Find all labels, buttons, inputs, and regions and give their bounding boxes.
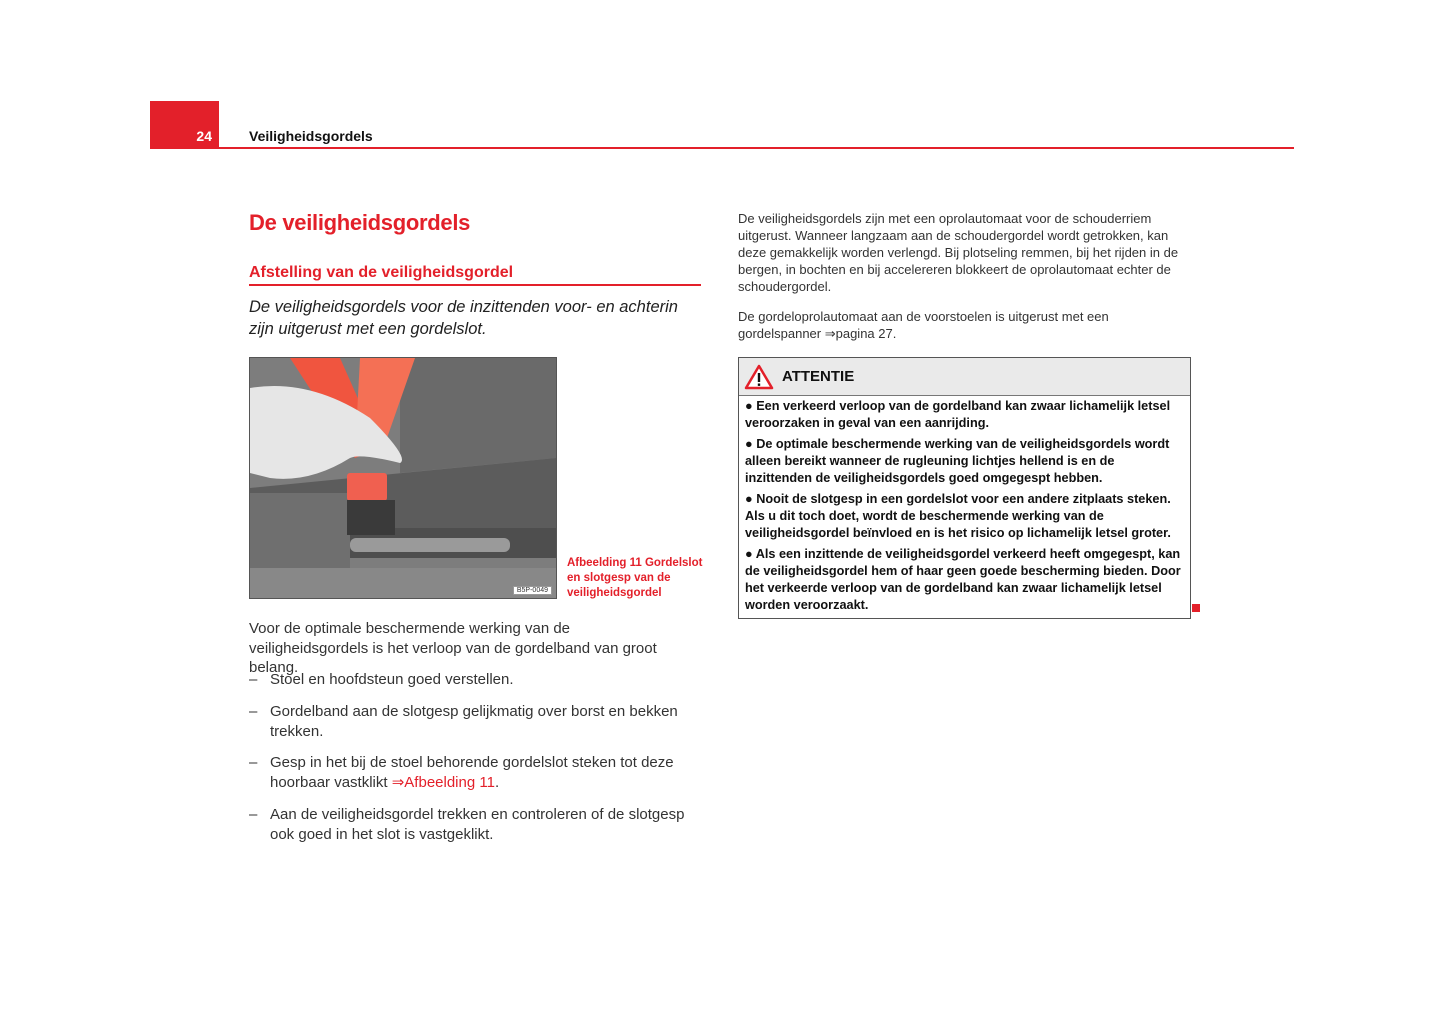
dash-bullet: –	[249, 806, 258, 823]
figure-link[interactable]: ⇒Afbeelding 11	[391, 773, 495, 791]
figure-caption: Afbeelding 11 Gordelslot en slotgesp van de veiligheidsgordel	[567, 557, 703, 599]
body-paragraph: Voor de optimale beschermende werking van de veiligheidsgordels is het verloop van de gordelband van groot belang.	[249, 620, 657, 676]
list-item	[249, 702, 701, 741]
list-item	[249, 805, 701, 844]
list-item-text-end: .	[494, 773, 500, 791]
section-intro: De veiligheidsgordels voor de inzittenden voor- en achterin zijn uitgerust met een gordelslot.	[249, 298, 678, 338]
warning-item: ● De optimale beschermende werking van de veiligheidsgordels wordt alleen bereikt wanneer de rugleuning lichtjes hellend is en de inzittenden de veiligheidsgordels goed omgegespt hebben.	[745, 437, 1170, 485]
list-item-text: Stoel en hoofdsteun goed verstellen.	[270, 671, 514, 688]
page-number: 24	[196, 128, 212, 144]
section-heading: Afstelling van de veiligheidsgordel	[249, 264, 701, 286]
right-paragraph-2: De gordeloprolautomaat aan de voorstoelen is uitgerust met een gordelspanner ⇒pagina 27.	[738, 309, 1109, 341]
list-item	[249, 670, 701, 690]
list-item	[249, 753, 701, 792]
warning-item: ● Een verkeerd verloop van de gordelband kan zwaar lichamelijk letsel veroorzaken in geval van een aanrijding.	[745, 399, 1171, 430]
section-end-marker	[1192, 604, 1200, 612]
figure-code: B5P-0049	[513, 586, 552, 595]
warning-box	[738, 357, 1191, 619]
dash-bullet: –	[249, 754, 258, 771]
header-rule	[150, 147, 1294, 149]
warning-triangle-icon	[744, 364, 774, 390]
dash-bullet: –	[249, 671, 258, 688]
running-title: Veiligheidsgordels	[249, 128, 373, 144]
page-title: De veiligheidsgordels	[249, 210, 471, 235]
list-item-text: Aan de veiligheidsgordel trekken en controleren of de slotgesp ook goed in het slot is vastgeklikt.	[270, 806, 685, 843]
warning-item: ● Nooit de slotgesp in een gordelslot voor een andere zitplaats steken. Als u dit toch doet, wordt de beschermende werking van de veiligheidsgordel beïnvloed en is het risico op lichamelijk letsel groter.	[745, 492, 1171, 540]
right-paragraph-1: De veiligheidsgordels zijn met een oprolautomaat voor de schouderriem uitgerust. Wanneer langzaam aan de schoudergordel wordt getrokken, kan deze gemakkelijk worden verlengd. Bij plotseling remmen, bij het rijden in de bergen, in bochten en bij accelereren blokkeert de oprolautomaat echter de schoudergordel.	[738, 211, 1179, 294]
list-item-text: Gordelband aan de slotgesp gelijkmatig over borst en bekken trekken.	[270, 703, 678, 740]
dash-bullet: –	[249, 703, 258, 720]
list-item-text: Gesp in het bij de stoel behorende gordelslot steken tot deze hoorbaar vastklikt	[270, 754, 674, 791]
seatbelt-buckle-illustration	[250, 358, 556, 598]
warning-title: ATTENTIE	[782, 368, 855, 385]
warning-header	[739, 358, 1190, 396]
seatbelt-figure	[249, 357, 557, 599]
warning-item: ● Als een inzittende de veiligheidsgordel verkeerd heeft omgegespt, kan de veiligheidsgordel hem of haar geen goede bescherming bieden. Door het verkeerde verloop van de gordelband kan zwaar lichamelijk letsel worden veroorzaakt.	[745, 547, 1181, 612]
